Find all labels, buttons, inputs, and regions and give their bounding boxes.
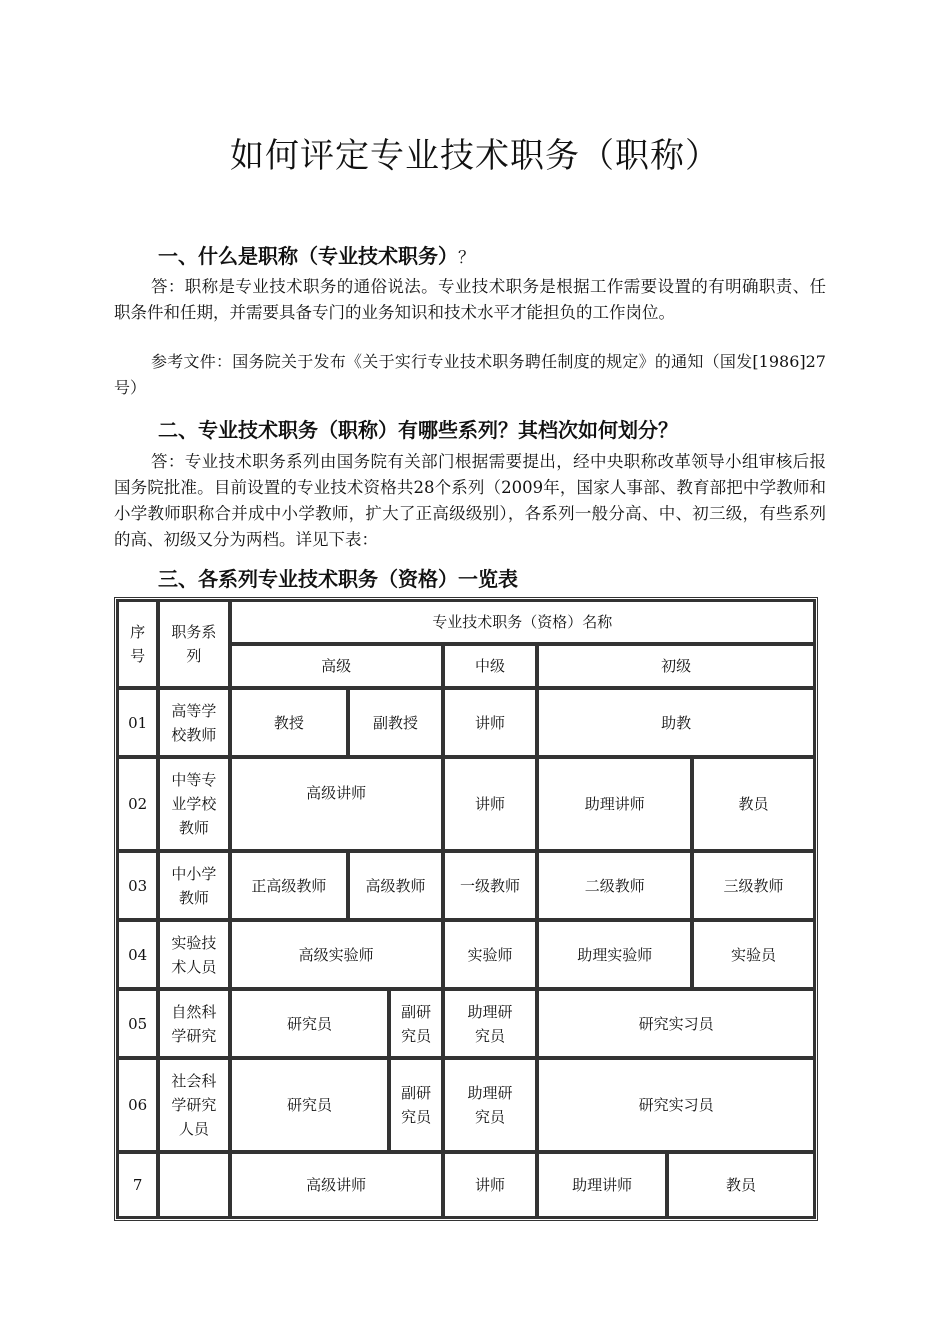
row-cell: 研究实习员 [537,1058,815,1152]
header-middle: 中级 [443,644,538,688]
section-1-reference: 参考文件：国务院关于发布《关于实行专业技术职务聘任制度的规定》的通知（国发[1986]27号） [114,352,826,397]
row-cell: 教授 [230,688,349,757]
table-row [117,989,815,1058]
row-cell: 高级教师 [348,851,443,920]
row-cell: 助理实验师 [537,920,692,989]
row-cell: 高级实验师 [230,920,443,989]
row-seq: 06 [117,1058,158,1152]
table-row [117,1152,815,1218]
row-series: 中小学教师 [158,851,229,920]
row-seq: 7 [117,1152,158,1218]
row-cell: 教员 [692,757,815,851]
row-seq: 03 [117,851,158,920]
row-series [158,1152,229,1218]
section-heading-2: 二、专业技术职务（职称）有哪些系列？其档次如何划分？ [158,418,678,442]
row-cell: 讲师 [443,757,538,851]
table-row [117,851,815,920]
row-cell: 副研究员 [389,1058,442,1152]
row-seq: 02 [117,757,158,851]
header-name: 专业技术职务（资格）名称 [230,600,815,644]
row-cell: 研究员 [230,1058,390,1152]
header-seq: 序号 [117,600,158,688]
row-cell: 助理讲师 [537,1152,667,1218]
table-row [117,920,815,989]
section-2-answer: 答：专业技术职务系列由国务院有关部门根据需要提出，经中央职称改革领导小组审核后报国务院批准。目前设置的专业技术资格共28个系列（2009年，国家人事部、教育部把中学教师和小学教师职称合并成中小学教师，扩大了正高级级别），各系列一般分高、中、初三级，有些系列的高、初级又分为两档。详见下表： [114,452,826,549]
header-junior: 初级 [537,644,815,688]
row-cell: 副教授 [348,688,443,757]
header-series: 职务系列 [158,600,229,688]
row-series: 高等学校教师 [158,688,229,757]
row-cell: 研究实习员 [537,989,815,1058]
row-series: 自然科学研究 [158,989,229,1058]
row-cell: 副研究员 [389,989,442,1058]
row-cell: 三级教师 [692,851,815,920]
section-heading-3: 三、各系列专业技术职务（资格）一览表 [158,567,518,591]
section-1-answer: 答：职称是专业技术职务的通俗说法。专业技术职务是根据工作需要设置的有明确职责、任职条件和任期，并需要具备专门的业务知识和技术水平才能担负的工作岗位。 [114,277,826,322]
row-cell: 一级教师 [443,851,538,920]
section-heading-1 [158,240,475,269]
table-row [117,688,815,757]
page-title: 如何评定专业技术职务（职称） [230,136,720,176]
table-row [117,1058,815,1152]
row-cell: 助教 [537,688,815,757]
row-cell: 实验员 [692,920,815,989]
row-cell: 教员 [667,1152,815,1218]
row-cell: 研究员 [230,989,390,1058]
header-senior: 高级 [230,644,443,688]
row-seq: 04 [117,920,158,989]
row-cell: 助理讲师 [537,757,692,851]
row-cell: 实验师 [443,920,538,989]
row-series: 社会科学研究人员 [158,1058,229,1152]
row-seq: 05 [117,989,158,1058]
section-heading-1-suffix: ？ [458,248,475,268]
row-cell: 助理研究员 [443,1058,538,1152]
row-series: 实验技术人员 [158,920,229,989]
row-cell: 正高级教师 [230,851,349,920]
job-title-table [114,597,818,1221]
row-cell: 讲师 [443,688,538,757]
row-cell: 二级教师 [537,851,692,920]
section-heading-1-text: 一、什么是职称（专业技术职务） [158,244,458,268]
row-series: 中等专业学校教师 [158,757,229,851]
row-cell: 高级讲师 [230,757,443,851]
row-seq: 01 [117,688,158,757]
row-cell: 高级讲师 [230,1152,443,1218]
table-row [117,757,815,851]
row-cell: 讲师 [443,1152,538,1218]
row-cell: 助理研究员 [443,989,538,1058]
